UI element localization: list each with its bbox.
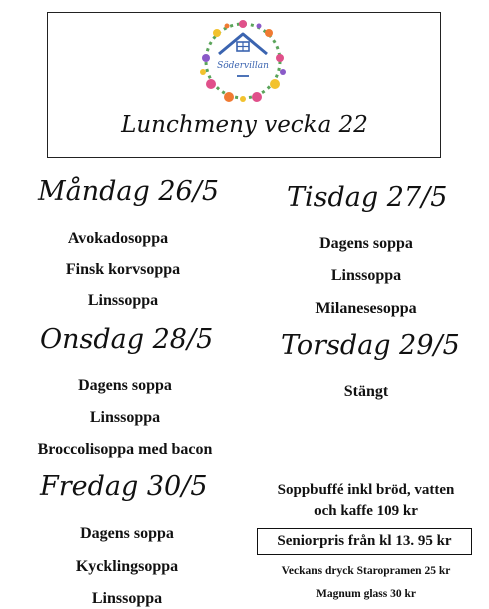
dish-wednesday-3: Broccolisoppa med bacon	[37, 441, 213, 458]
dish-monday-1: Avokadosoppa	[67, 230, 169, 247]
buffet-info-line-1: Soppbuffé inkl bröd, vatten	[277, 482, 455, 498]
dish-monday-3: Linssoppa	[87, 292, 159, 309]
dish-thursday-1: Stängt	[343, 383, 389, 400]
drink-of-week: Veckans dryck Staropramen 25 kr	[281, 565, 451, 577]
dish-friday-2: Kycklingsoppa	[75, 558, 179, 575]
dish-friday-3: Linssoppa	[91, 590, 163, 607]
dish-tuesday-3: Milanesesoppa	[315, 300, 417, 317]
ice-cream-price: Magnum glass 30 kr	[316, 588, 416, 600]
day-title-wednesday: Onsdag 28/5	[40, 324, 214, 355]
logo-text: Södervillan	[217, 61, 269, 71]
dish-wednesday-2: Linssoppa	[89, 409, 161, 426]
day-title-monday: Måndag 26/5	[38, 176, 220, 207]
menu-title: Lunchmeny vecka 22	[121, 112, 368, 138]
dish-tuesday-2: Linssoppa	[330, 267, 402, 284]
dish-friday-1: Dagens soppa	[80, 525, 174, 542]
buffet-info-line-2: och kaffe 109 kr	[314, 503, 418, 519]
day-title-tuesday: Tisdag 27/5	[287, 182, 448, 213]
restaurant-logo	[197, 18, 289, 104]
day-title-thursday: Torsdag 29/5	[281, 330, 460, 361]
senior-price-box: Seniorpris från kl 13. 95 kr	[257, 528, 472, 555]
dish-monday-2: Finsk korvsoppa	[65, 261, 181, 278]
dish-wednesday-1: Dagens soppa	[78, 377, 172, 394]
day-title-friday: Fredag 30/5	[40, 471, 208, 502]
dish-tuesday-1: Dagens soppa	[319, 235, 413, 252]
